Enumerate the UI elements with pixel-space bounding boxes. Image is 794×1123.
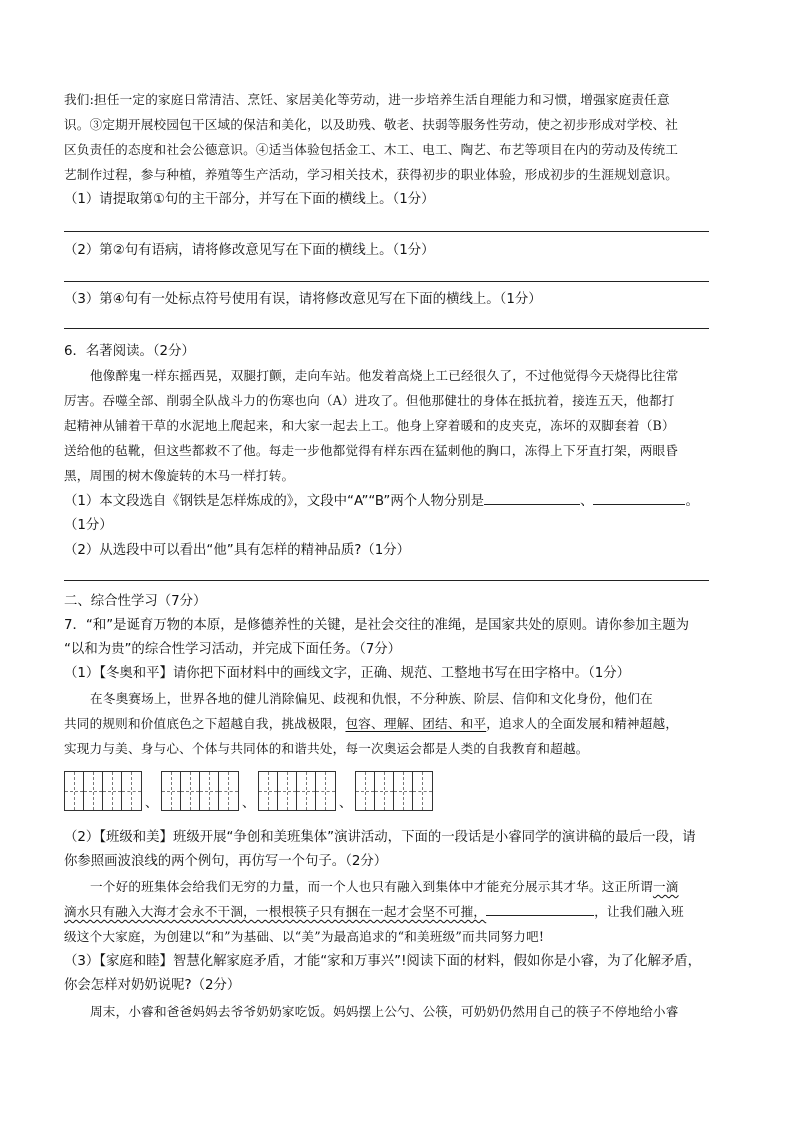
passage-line: 区负责任的态度和社会公德意识。④适当体验包括金工、木工、电工、陶艺、布艺等项目在内的劳动及传统工	[64, 142, 679, 157]
question-7-line: “以和为贵”的综合性学习活动，并完成下面任务。（7分）	[64, 642, 402, 657]
task-3-line: 你会怎样对奶奶说呢?（2分）	[64, 978, 241, 993]
answer-blank-b[interactable]	[593, 492, 685, 505]
grid-cell[interactable]	[259, 772, 278, 810]
question-5-3: （3）第④句有一处标点符号使用有误，请将修改意见写在下面的横线上。（1分）	[64, 292, 542, 307]
question-6-1	[64, 489, 754, 514]
passage-line: 送给他的毡靴，但这些都救不了他。每走一步他都觉得有样东西在猛刺他的胸口，冻得上下牙直打架，两眼昏	[64, 443, 679, 458]
grid-cell[interactable]	[200, 772, 219, 810]
writing-grid[interactable]	[355, 771, 433, 811]
grid-cell[interactable]	[316, 772, 335, 810]
passage-line	[64, 899, 734, 924]
passage-line: 艺制作过程，参与种植，养殖等生产活动，学习相关技术，获得初步的职业体验，形成初步的生涯规划意识。	[64, 167, 679, 182]
answer-line[interactable]	[64, 231, 709, 232]
task-2-line: 你参照画波浪线的两个例句，再仿写一个句子。（2分）	[64, 854, 388, 869]
grid-cell[interactable]	[356, 772, 375, 810]
question-score: （1分）	[64, 518, 113, 533]
passage-line: 厉害。吞噬全部、削弱全队战斗力的伤寒也向（A）进攻了。但他那健壮的身体在抵抗着，接连五天，他都打	[64, 393, 675, 408]
answer-blank[interactable]	[486, 903, 594, 916]
grid-cell[interactable]	[394, 772, 413, 810]
task-1-prompt: （1）【冬奥和平】请你把下面材料中的画线文字，正确、规范、工整地书写在田字格中。（1分）	[64, 666, 631, 681]
grid-cell[interactable]	[413, 772, 432, 810]
passage-line: 在冬奥赛场上，世界各地的健儿消除偏见、歧视和仇恨，不分种族、阶层、信仰和文化身份，他们在	[90, 691, 653, 706]
section-6-heading: 6．名著阅读。（2分）	[64, 344, 195, 359]
passage-line: 我们:担任一定的家庭日常清洁、烹饪、家居美化等劳动，进一步培养生活自理能力和习惯，增强家庭责任意	[64, 92, 670, 107]
wavy-underlined-text: 滴水只有融入大海才会永不干涸，一根根筷子只有捆在一起才会坚不可摧，	[64, 904, 487, 919]
writing-grid[interactable]	[161, 771, 239, 811]
passage-text: 一个好的班集体会给我们无穷的力量，而一个人也只有融入到集体中才能充分展示其才华。这正所谓	[90, 879, 653, 894]
passage-line: 级这个大家庭，为创建以“和”为基础、以“美”为最高追求的“和美班级”而共同努力吧!	[64, 929, 545, 944]
part-2-heading: 二、综合性学习（7分）	[64, 594, 207, 609]
passage-line: 周末，小睿和爸爸妈妈去爷爷奶奶家吃饭。妈妈摆上公勺、公筷，可奶奶仍然用自己的筷子不停地给小睿	[90, 1004, 679, 1019]
passage-line	[64, 874, 734, 899]
passage-line: 起精神从铺着干草的水泥地上爬起来，和大家一起去上工。他身上穿着暖和的皮夹克，冻坏的双脚套着（B）	[64, 418, 675, 433]
answer-line[interactable]	[64, 580, 709, 581]
grid-cell[interactable]	[122, 772, 141, 810]
passage-line: 他像醉鬼一样东摇西晃，双腿打颤，走向车站。他发着高烧上工已经很久了，不过他觉得今天烧得比往常	[90, 368, 679, 383]
wavy-underlined-text: 一滴	[652, 879, 679, 894]
writing-grid[interactable]	[258, 771, 336, 811]
answer-blank-a[interactable]	[484, 492, 580, 505]
grid-cell[interactable]	[65, 772, 84, 810]
grid-cell[interactable]	[278, 772, 297, 810]
passage-line: 识。③定期开展校园包干区域的保洁和美化，以及助残、敬老、扶弱等服务性劳动，使之初步形成对学校、社	[64, 117, 679, 132]
question-text: （1）本文段选自《钢铁是怎样炼成的》，文段中“A”“B”两个人物分别是	[64, 494, 485, 509]
grid-cell[interactable]	[181, 772, 200, 810]
question-6-2: （2）从选段中可以看出“他”具有怎样的精神品质?（1分）	[64, 543, 411, 558]
question-7-line: 7．“和”是诞育万物的本原，是修德养性的关键，是社会交往的准绳，是国家共处的原则。请你参加主题为	[64, 618, 689, 633]
passage-text: 共同的规则和价值底色之下超越自我，挑战极限，	[64, 716, 346, 731]
writing-grid-row	[64, 771, 433, 811]
passage-line	[64, 711, 734, 736]
grid-cell[interactable]	[375, 772, 394, 810]
passage-text: ，让我们融入班	[594, 904, 684, 919]
answer-line[interactable]	[64, 328, 709, 329]
grid-cell[interactable]	[297, 772, 316, 810]
passage-text: ，追求人的全面发展和精神超越，	[486, 716, 679, 731]
passage-line: 实现力与美、身与心、个体与共同体的和谐共处，每一次奥运会都是人类的自我教育和超越。	[64, 741, 589, 756]
task-2-line: （2）【班级和美】班级开展“争创和美班集体”演讲活动，下面的一段话是小睿同学的演讲稿的最后一段，请	[64, 830, 696, 845]
underlined-text: 包容、理解、团结、和平	[345, 716, 487, 731]
question-5-2: （2）第②句有语病，请将修改意见写在下面的横线上。（1分）	[64, 243, 435, 258]
grid-cell[interactable]	[103, 772, 122, 810]
task-3-line: （3）【家庭和睦】智慧化解家庭矛盾，才能“家和万事兴”!阅读下面的材料，假如你是小睿，为了化解矛盾，	[64, 954, 702, 969]
grid-cell[interactable]	[219, 772, 238, 810]
grid-separator: 、	[145, 796, 159, 811]
separator: 、	[580, 494, 594, 509]
writing-grid[interactable]	[64, 771, 142, 811]
grid-separator: 、	[242, 796, 256, 811]
grid-separator: 、	[339, 796, 353, 811]
answer-line[interactable]	[64, 281, 709, 282]
grid-cell[interactable]	[84, 772, 103, 810]
period: 。	[685, 494, 699, 509]
passage-line: 黑，周围的树木像旋转的木马一样打转。	[64, 468, 295, 483]
question-5-1: （1）请提取第①句的主干部分，并写在下面的横线上。（1分）	[64, 192, 435, 207]
grid-cell[interactable]	[162, 772, 181, 810]
